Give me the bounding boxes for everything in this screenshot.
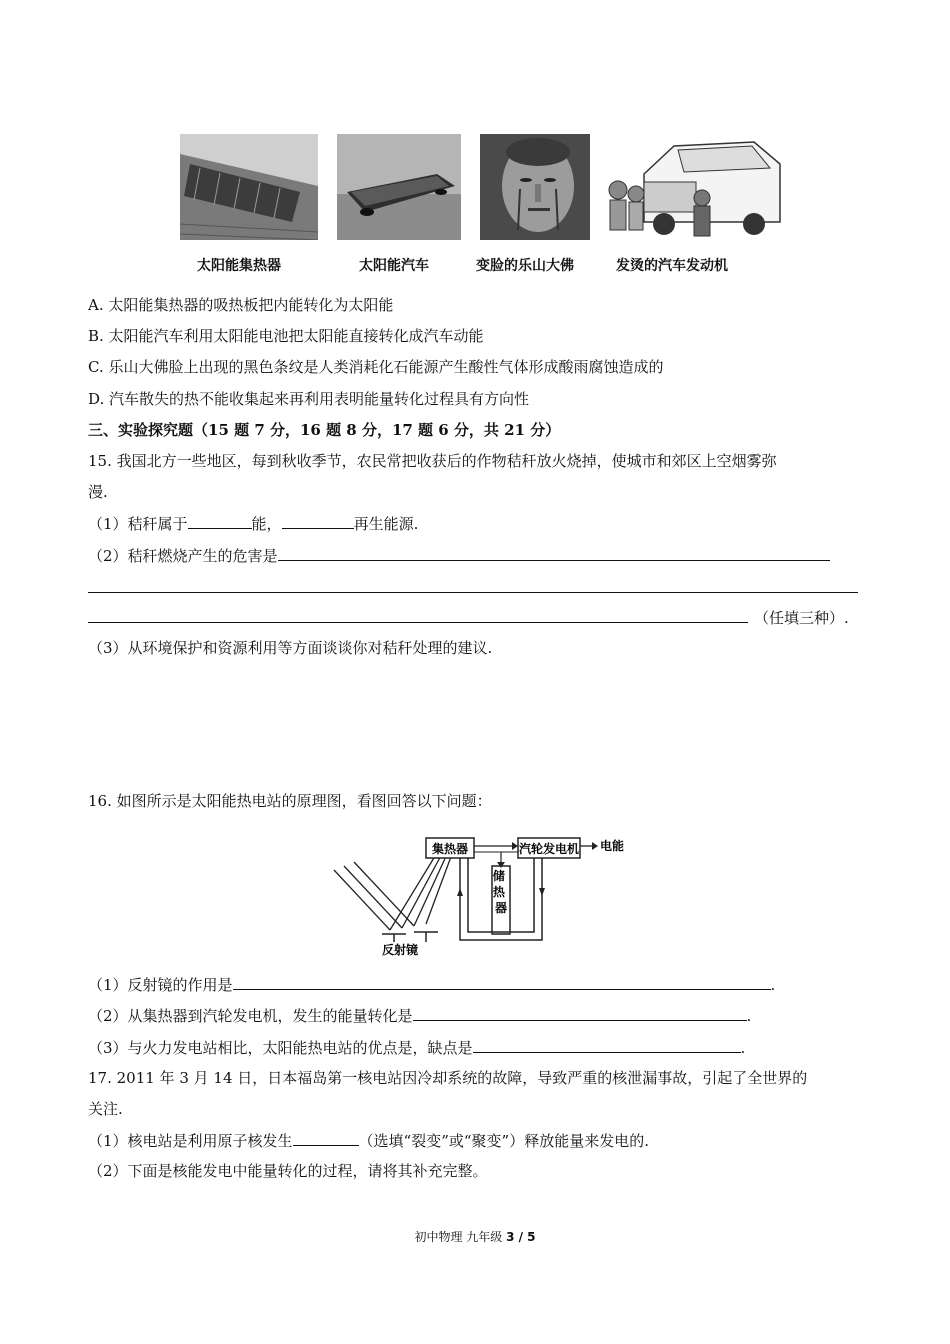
collector-label: 集热器 bbox=[431, 842, 469, 856]
q15-part1-prefix: （1）秸秆属于 bbox=[88, 515, 188, 533]
footer-text: 初中物理 九年级 bbox=[414, 1230, 507, 1244]
q15-blank-1[interactable] bbox=[188, 512, 252, 529]
hot-car-engine-photo bbox=[604, 124, 784, 250]
q16-part1-period: . bbox=[770, 976, 776, 994]
q17-blank-1[interactable] bbox=[293, 1129, 359, 1146]
solar-collector-photo bbox=[180, 134, 318, 240]
storage-char-3: 器 bbox=[494, 901, 508, 915]
q16-blank-3[interactable] bbox=[473, 1036, 741, 1053]
solar-thermal-diagram bbox=[330, 830, 630, 960]
q16-part2-prefix: （2）从集热器到汽轮发电机，发生的能量转化是 bbox=[88, 1007, 413, 1025]
q17-stem-line1: 17. 2011 年 3 月 14 日，日本福岛第一核电站因冷却系统的故障，导致严重的核泄漏事故，引起了全世界的 bbox=[88, 1069, 808, 1087]
q15-part1-suffix: 再生能源. bbox=[353, 515, 419, 533]
caption-solar-collector: 太阳能集热器 bbox=[197, 258, 281, 274]
q16-blank-2[interactable] bbox=[413, 1004, 747, 1021]
q15-part2-end bbox=[88, 606, 849, 629]
q15-blank-2[interactable] bbox=[282, 512, 354, 529]
option-d: D. 汽车散失的热不能收集起来再利用表明能量转化过程具有方向性 bbox=[88, 390, 530, 408]
q17-stem-line2: 关注. bbox=[88, 1100, 123, 1118]
solar-car-photo bbox=[337, 134, 461, 240]
q15-stem-line1: 15. 我国北方一些地区，每到秋收季节，农民常把收获后的作物秸秆放火烧掉，使城市和郊区上空烟雾弥 bbox=[88, 452, 777, 470]
q15-answer-line-2[interactable] bbox=[88, 592, 858, 593]
solar-collector-image bbox=[180, 134, 318, 240]
q15-blank-4[interactable] bbox=[88, 606, 748, 623]
solar-car-image bbox=[337, 134, 461, 240]
option-b: B. 太阳能汽车利用太阳能电池把太阳能直接转化成汽车动能 bbox=[88, 327, 484, 345]
caption-hot-engine: 发烫的汽车发动机 bbox=[616, 258, 728, 274]
q16-part3-period: . bbox=[740, 1039, 746, 1057]
q16-part2-period: . bbox=[746, 1007, 752, 1025]
page-number: 3 / 5 bbox=[506, 1230, 536, 1244]
page-footer bbox=[0, 1228, 950, 1245]
q17-part2: （2）下面是核能发电中能量转化的过程，请将其补充完整。 bbox=[88, 1162, 488, 1180]
caption-solar-car: 太阳能汽车 bbox=[359, 258, 429, 274]
q16-part2 bbox=[88, 1004, 751, 1027]
q15-part2 bbox=[88, 544, 830, 567]
q17-part1-suffix: （选填“裂变”或“聚变”）释放能量来发电的. bbox=[358, 1132, 649, 1150]
electricity-label: 电能 bbox=[600, 839, 625, 853]
q17-part1 bbox=[88, 1129, 649, 1152]
q16-blank-1[interactable] bbox=[233, 973, 771, 990]
q16-part3-prefix: （3）与火力发电站相比，太阳能热电站的优点是，缺点是 bbox=[88, 1039, 473, 1057]
mirror-label: 反射镜 bbox=[382, 943, 419, 957]
q15-part3: （3）从环境保护和资源利用等方面谈谈你对秸秆处理的建议. bbox=[88, 639, 493, 657]
q16-stem: 16. 如图所示是太阳能热电站的原理图，看图回答以下问题： bbox=[88, 792, 492, 810]
q15-part1-mid: 能， bbox=[251, 515, 282, 533]
q16-part1 bbox=[88, 973, 775, 996]
storage-char-2: 热 bbox=[492, 885, 505, 899]
q15-part1 bbox=[88, 512, 418, 535]
generator-label: 汽轮发电机 bbox=[518, 842, 580, 856]
storage-char-1: 储 bbox=[492, 869, 505, 883]
q15-part2-prefix: （2）秸秆燃烧产生的危害是 bbox=[88, 547, 278, 565]
caption-leshan-buddha: 变脸的乐山大佛 bbox=[476, 258, 574, 274]
q16-part3 bbox=[88, 1036, 745, 1059]
section-title: 三、实验探究题（15 题 7 分，16 题 8 分，17 题 6 分，共 21 分） bbox=[88, 421, 561, 439]
leshan-buddha-image bbox=[480, 134, 590, 240]
hot-car-engine-image bbox=[604, 124, 784, 250]
q16-part1-prefix: （1）反射镜的作用是 bbox=[88, 976, 233, 994]
q15-part2-suffix: （任填三种）. bbox=[754, 609, 849, 627]
q17-part1-prefix: （1）核电站是利用原子核发生 bbox=[88, 1132, 293, 1150]
leshan-buddha-photo bbox=[480, 134, 590, 240]
option-c: C. 乐山大佛脸上出现的黑色条纹是人类消耗化石能源产生酸性气体形成酸雨腐蚀造成的 bbox=[88, 358, 664, 376]
storage-label bbox=[493, 868, 509, 915]
option-a: A. 太阳能集热器的吸热板把内能转化为太阳能 bbox=[88, 296, 394, 314]
q15-blank-3[interactable] bbox=[278, 544, 830, 561]
q15-stem-line2: 漫. bbox=[88, 483, 108, 501]
